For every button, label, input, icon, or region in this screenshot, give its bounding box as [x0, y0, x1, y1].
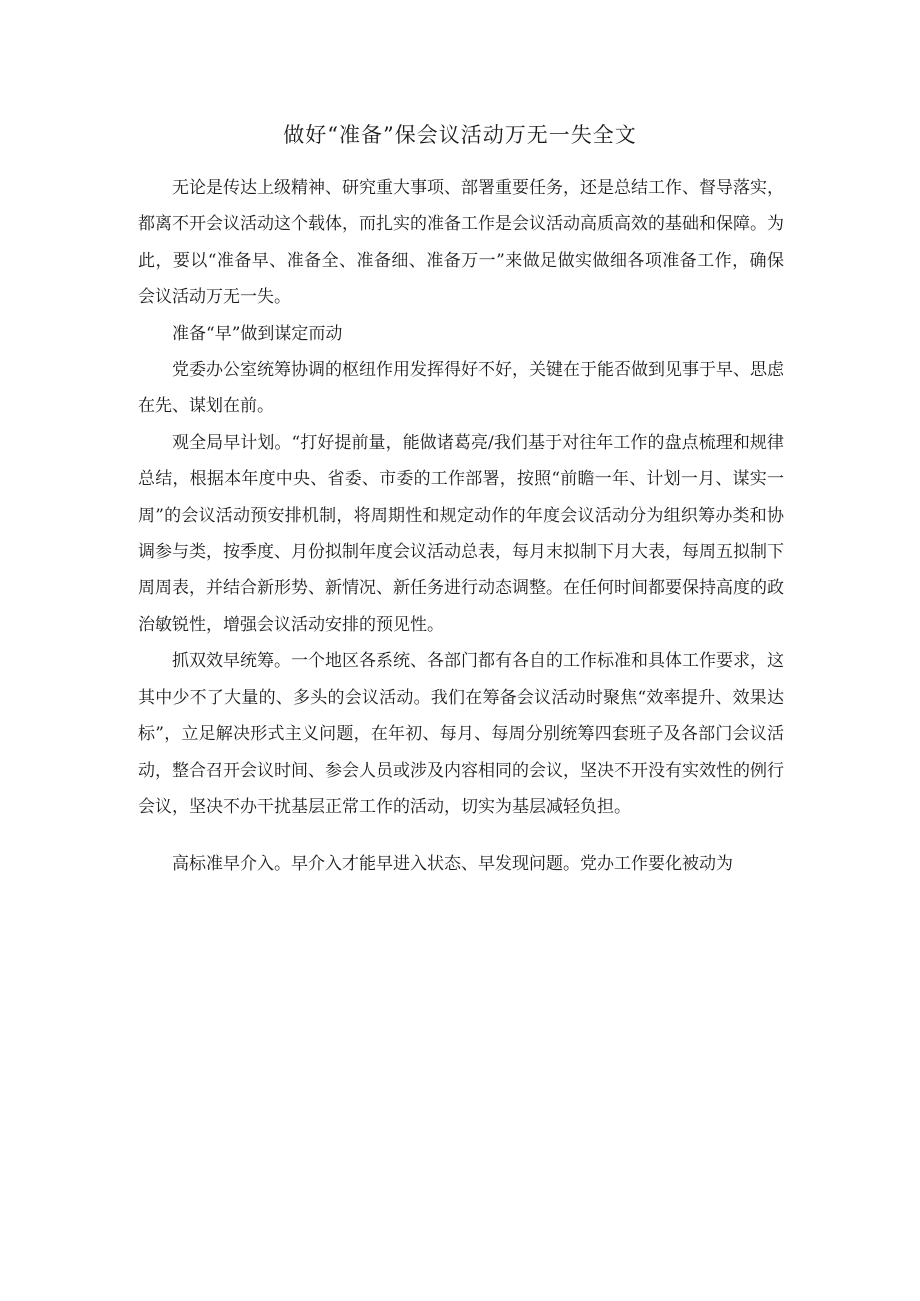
paragraph-coordination: 党委办公室统筹协调的枢纽作用发挥得好不好，关键在于能否做到见事于早、思虑在先、谋划在前。: [138, 360, 784, 417]
paragraph-early-overall: 抓双效早统筹。一个地区各系统、各部门都有各自的工作标准和具体工作要求，这其中少不了大量的、多头的会议活动。我们在筹备会议活动时聚焦“效率提升、效果达标”，立足解决形式主义问题，在年初、每月、每周分别统筹四套班子及各部门会议活动，整合召开会议时间、参会人员或涉及内容相同的会议，坚决不开没有实效性的例行会议，坚决不办干扰基层正常工作的活动，切实为基层减轻负担。: [138, 651, 784, 817]
document-body: [138, 170, 784, 883]
paragraph-early-involvement: 高标准早介入。早介入才能早进入状态、早发现问题。党办工作要化被动为: [172, 854, 733, 875]
section-heading-early: 准备“早”做到谋定而动: [172, 323, 343, 344]
paragraph-intro: 无论是传达上级精神、研究重大事项、部署重要任务，还是总结工作、督导落实，都离不开会议活动这个载体，而扎实的准备工作是会议活动高质高效的基础和保障。为此，要以“准备早、准备全、准备细、准备万一”来做足做实做细各项准备工作，确保会议活动万无一失。: [138, 178, 784, 308]
document-title: 做好“准备”保会议活动万无一失全文: [283, 123, 637, 147]
paragraph-early-planning: 观全局早计划。“打好提前量，能做诸葛亮/我们基于对往年工作的盘点梳理和规律总结，根据本年度中央、省委、市委的工作部署，按照“前瞻一年、计划一月、谋实一周”的会议活动预安排机制，将周期性和规定动作的年度会议活动分为组织筹办类和协调参与类，按季度、月份拟制年度会议活动总表，每月末拟制下月大表，每周五拟制下周周表，并结合新形势、新情况、新任务进行动态调整。在任何时间都要保持高度的政治敏锐性，增强会议活动安排的预见性。: [138, 432, 784, 635]
